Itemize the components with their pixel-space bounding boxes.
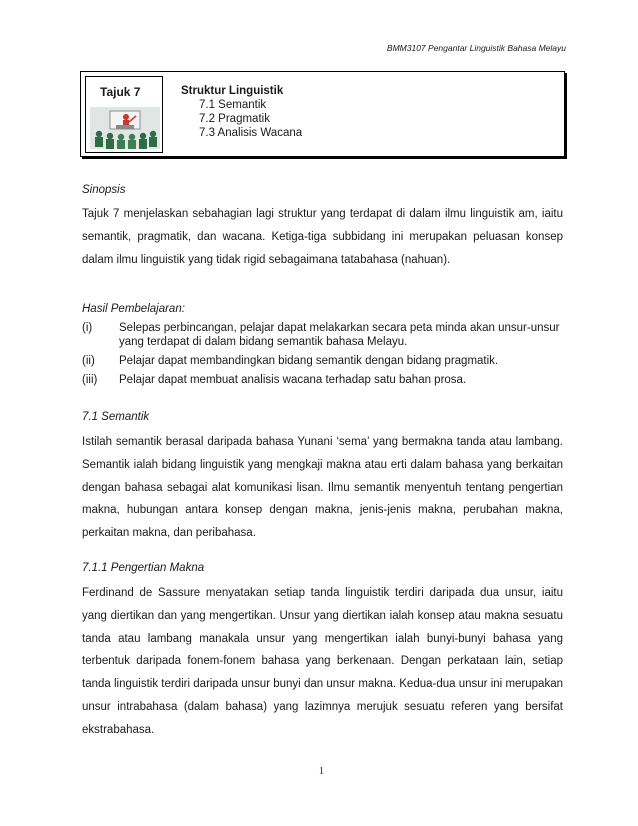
section-heading: 7.1 Semantik	[82, 411, 150, 423]
outcome-number: (ii)	[82, 355, 95, 367]
outcome-number: (i)	[82, 322, 93, 334]
teacher-presenting-icon	[90, 107, 160, 149]
subtopic-item: 7.2 Pragmatik	[199, 113, 270, 125]
outcome-number: (iii)	[82, 374, 98, 386]
subtopic-item: 7.3 Analisis Wacana	[199, 127, 303, 139]
section-paragraph: Istilah semantik berasal daripada bahasa Yunani ‘sema’ yang bermakna tanda atau lambang. Semantik ialah bidang linguistik yang mengkaji makna atau erti dalam bahasa yang berkaitan dengan bahasa sebagai alat komunikasi lisan. Ilmu semantik menyentuh tentang pengertian makna, hubungan antara konsep dengan makna, jenis-jenis makna, perubahan makna, perkaitan makna, dan peribahasa.	[82, 436, 563, 540]
running-header: BMM3107 Pengantar Linguistik Bahasa Melayu	[386, 43, 566, 53]
subsection-paragraph: Ferdinand de Sassure menyatakan setiap tanda linguistik terdiri daripada dua unsur, iaitu yang diertikan dan yang mengertikan. Unsur yang diertikan ialah konsep atau makna sesuatu tanda atau lambang manakala unsur yang mengertikan ialah bunyi-bunyi bahasa yang terbentuk daripada fonem-fonem bahasa yang berkenaan. Dengan perkataan lain, setiap tanda linguistik terdiri daripada unsur bunyi dan unsur makna. Kedua-dua unsur ini merupakan unsur intrabahasa (dalam bahasa) yang lazimnya merujuk sesuatu referen yang bersifat ekstrabahasa.	[82, 587, 563, 736]
topic-box	[80, 71, 565, 157]
outcome-text: Pelajar dapat membandingkan bidang semantik dengan bidang pragmatik.	[119, 355, 499, 367]
subtopic-item: 7.1 Semantik	[199, 99, 267, 111]
subsection-heading: 7.1.1 Pengertian Makna	[82, 562, 205, 574]
topic-content	[181, 84, 302, 140]
topic-label-cell	[85, 76, 163, 153]
synopsis-paragraph: Tajuk 7 menjelaskan sebahagian lagi struktur yang terdapat di dalam ilmu linguistik am, iaitu semantik, pragmatik, dan wacana. Ketiga-tiga subbidang ini merupakan peluasan konsep dalam ilmu linguistik yang tidak rigid sebagaimana tatabahasa (nahuan).	[82, 208, 563, 266]
page-number: 1	[319, 766, 324, 777]
outcome-text: Pelajar dapat membuat analisis wacana terhadap satu bahan prosa.	[119, 374, 467, 386]
topic-label: Tajuk 7	[100, 85, 141, 99]
outcome-text: Selepas perbincangan, pelajar dapat melakarkan secara peta minda akan unsur-unsur yang terdapat di dalam bidang semantik bahasa Melayu.	[119, 322, 560, 348]
synopsis-heading: Sinopsis	[82, 184, 126, 196]
outcomes-heading: Hasil Pembelajaran:	[82, 303, 185, 315]
topic-title: Struktur Linguistik	[181, 85, 284, 97]
